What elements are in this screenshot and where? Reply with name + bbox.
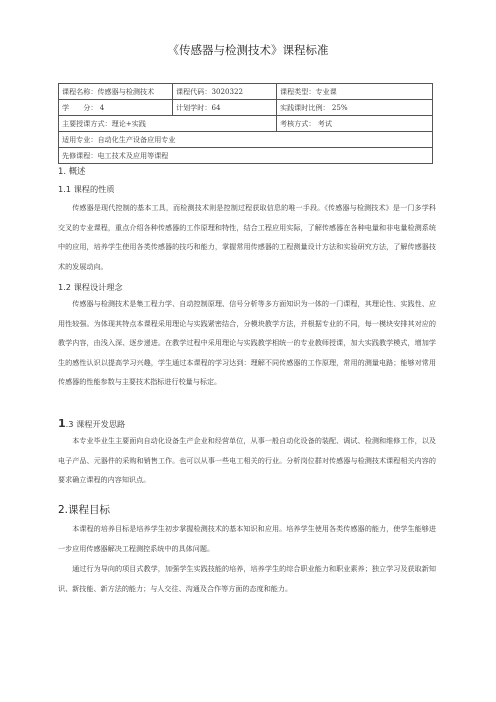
- paragraph-nature: 传感器是现代控制的基本工具，而检测技术则是控制过程获取信息的唯一手段。《传感器与检测技术》是一门多学科交叉的专业课程，重点介绍各种传感器的工作原理和特性，结合工程应用实际，了解传感器在各种电量和非电量检测系统中的应用，培养学生使用各类传感器的技巧和能力，掌握常用传感器的工程测量设计方法和实验研究方法，了解传感器技术的发展动向。: [58, 203, 436, 271]
- course-info-table: [58, 83, 433, 164]
- subsection-heading-nature: 1.1 课程的性质: [58, 184, 115, 194]
- table-cell: 主要授课方式：理论+实践: [59, 116, 277, 132]
- table-cell: 课程类型：专业课: [277, 84, 433, 100]
- section-heading-goals: 2.课程目标: [58, 504, 111, 516]
- page-title: 《传感器与检测技术》课程标准: [167, 43, 329, 57]
- table-cell: 考核方式： 考试: [277, 116, 433, 132]
- table-cell: 实践课时比例： 25%: [277, 100, 433, 116]
- table-row: [59, 132, 433, 148]
- heading-number: 1: [58, 417, 66, 430]
- table-cell: 计划学时：64: [173, 100, 277, 116]
- subsection-heading-design: 1.2 课程设计理念: [58, 282, 123, 292]
- table-cell: 学 分： 4: [59, 100, 173, 116]
- table-row: [59, 116, 433, 132]
- section-heading-overview: 1. 概述: [58, 166, 86, 176]
- subsection-heading-development: [58, 418, 125, 430]
- table-cell: 课程代码：3020322: [173, 84, 277, 100]
- heading-text: .3 课程开发思路: [65, 419, 126, 429]
- paragraph-goals-1: 本课程的培养目标是培养学生初步掌握检测技术的基本知识和应用。培养学生使用各类传感器的能力，使学生能够进一步应用传感器解决工程测控系统中的具体问题。: [58, 524, 436, 553]
- paragraph-development: 本专业毕业生主要面向自动化设备生产企业和经营单位，从事一般自动化设备的装配、调试、检测和维修工作，以及电子产品、元器件的采购和销售工作。也可以从事一些电工相关的行业。分析岗位群对传感器与检测技术课程相关内容的要求确立课程的内容知识点。: [58, 436, 436, 484]
- table-row: [59, 148, 433, 164]
- table-cell: 适用专业：自动化生产设备应用专业: [59, 132, 433, 148]
- table-cell: 课程名称：传感器与检测技术: [59, 84, 173, 100]
- paragraph-design: 传感器与检测技术是集工程力学、自动控制原理、信号分析等多方面知识为一体的一门课程，其理论性、实践性、应用性较强。为体现其特点本课程采用理论与实践紧密结合，分模块教学方法，并根据专业的不同，每一模块安排其对应的教学内容，由浅入深、逐步递进。在教学过程中采用理论与实践教学相统一的专业教师授课，加大实践教学模式，增加学生的感性认识以提高学习兴趣，学生通过本课程的学习达到：理解不同传感器的工作原理，常用的测量电路；能够对常用传感器的性能参数与主要技术指标进行校量与标定。: [58, 299, 436, 386]
- table-cell: 先修课程：电工技术及应用等课程: [59, 148, 433, 164]
- table-row: [59, 100, 433, 116]
- paragraph-goals-2: 通过行为导向的项目式教学，加强学生实践技能的培养，培养学生的综合职业能力和职业素养；独立学习及获取新知识、新技能、新方法的能力；与人交往、沟通及合作等方面的态度和能力。: [58, 564, 436, 593]
- table-row: [59, 84, 433, 100]
